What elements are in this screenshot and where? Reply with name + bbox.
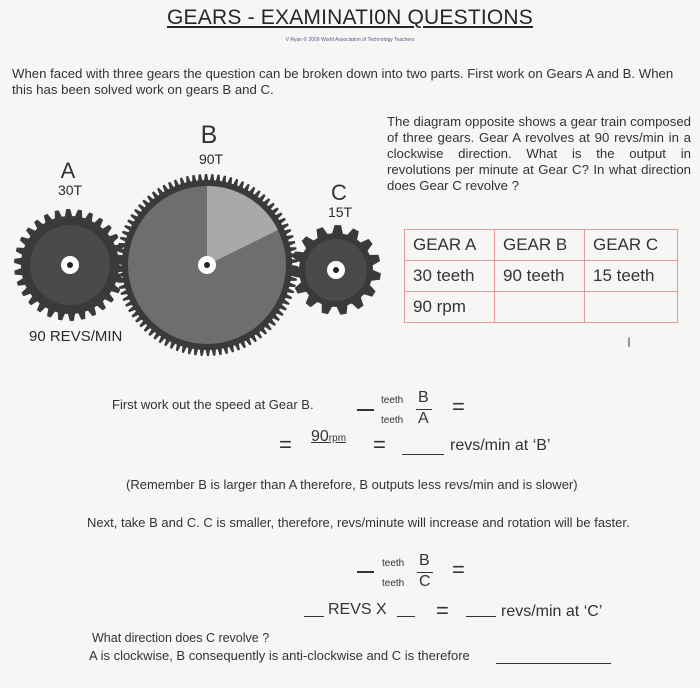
step2-answer-blank[interactable] bbox=[466, 616, 496, 617]
table-row bbox=[405, 292, 678, 323]
table-cell: 90 rpm bbox=[405, 292, 495, 323]
step2-denominator: C bbox=[419, 573, 431, 590]
direction-question: What direction does C revolve ? bbox=[92, 631, 270, 645]
step2-teeth-bottom: teeth bbox=[382, 578, 405, 589]
step2-equals-1: = bbox=[452, 557, 465, 582]
text-cursor-icon: I bbox=[627, 334, 631, 350]
gear-a-axle bbox=[67, 262, 73, 268]
table-row bbox=[405, 261, 678, 292]
input-speed-label: 90 REVS/MIN bbox=[29, 328, 123, 345]
step1-teeth-bottom: teeth bbox=[381, 415, 404, 426]
table-cell bbox=[495, 292, 585, 323]
step2-revs-x: REVS X bbox=[328, 601, 387, 618]
direction-answer-blank[interactable] bbox=[496, 663, 611, 664]
gear-a bbox=[14, 209, 126, 321]
step2-result-label: revs/min at ‘C’ bbox=[501, 603, 603, 620]
step2-equals-2: = bbox=[436, 598, 449, 623]
step1-speed: 90rpm bbox=[311, 428, 347, 445]
gear-b-teeth-label: 90T bbox=[198, 151, 224, 167]
gear-table bbox=[404, 229, 678, 323]
table-cell: 90 teeth bbox=[495, 261, 585, 292]
direction-answer-prompt: A is clockwise, B consequently is anti-clockwise and C is therefore bbox=[89, 648, 470, 663]
table-header-cell: GEAR A bbox=[405, 230, 495, 261]
intro-text: When faced with three gears the question can be broken down into two parts. First work on Gears A and B. When this has been solved work on gears B and C. bbox=[12, 66, 674, 97]
gear-c-teeth-label: 15T bbox=[327, 204, 353, 220]
step2-teeth-top: teeth bbox=[382, 558, 405, 569]
step1-prompt: First work out the speed at Gear B. bbox=[112, 397, 314, 412]
table-header-cell: GEAR C bbox=[585, 230, 678, 261]
table-cell: 15 teeth bbox=[585, 261, 678, 292]
gear-c bbox=[291, 225, 381, 315]
step1-denominator: A bbox=[418, 410, 429, 427]
gear-c-axle bbox=[333, 267, 339, 273]
gear-a-letter: A bbox=[60, 158, 76, 183]
table-header-cell: GEAR B bbox=[495, 230, 585, 261]
page-title: GEARS - EXAMINATI0N QUESTIONS bbox=[167, 6, 533, 29]
gear-a-teeth-label: 30T bbox=[57, 182, 83, 198]
table-cell bbox=[585, 292, 678, 323]
step1-equals-3: = bbox=[373, 432, 386, 457]
table-row bbox=[405, 230, 678, 261]
step1-teeth-top: teeth bbox=[381, 395, 404, 406]
gear-b bbox=[116, 174, 298, 356]
reminder-text: (Remember B is larger than A therefore, B outputs less revs/min and is slower) bbox=[126, 477, 578, 492]
step2-ratio-blank[interactable] bbox=[397, 616, 415, 617]
step1-result-label: revs/min at ‘B’ bbox=[450, 437, 551, 454]
question-text: The diagram opposite shows a gear train composed of three gears. Gear A revolves at 90 revs/min in a clockwise direction. What is the output in revolutions per minute at Gear C? In what direction does Gear C revolve ? bbox=[387, 114, 691, 193]
step1-equals-1: = bbox=[452, 394, 465, 419]
gear-b-letter: B bbox=[200, 121, 218, 149]
next-step-text: Next, take B and C. C is smaller, therefore, revs/minute will increase and rotation will be faster. bbox=[87, 515, 630, 530]
step1-numerator: B bbox=[418, 389, 429, 406]
step1-equals-2: = bbox=[279, 432, 292, 457]
table-cell: 30 teeth bbox=[405, 261, 495, 292]
step2-speed-blank[interactable] bbox=[304, 616, 324, 617]
gear-b-axle bbox=[204, 262, 210, 268]
gear-c-letter: C bbox=[331, 180, 347, 205]
step2-dash bbox=[357, 571, 374, 573]
credit-line: V Ryan © 2009 World Association of Technology Teachers bbox=[285, 37, 415, 43]
step1-dash bbox=[357, 409, 374, 411]
step2-numerator: B bbox=[419, 552, 430, 569]
step1-answer-blank[interactable] bbox=[402, 454, 444, 455]
